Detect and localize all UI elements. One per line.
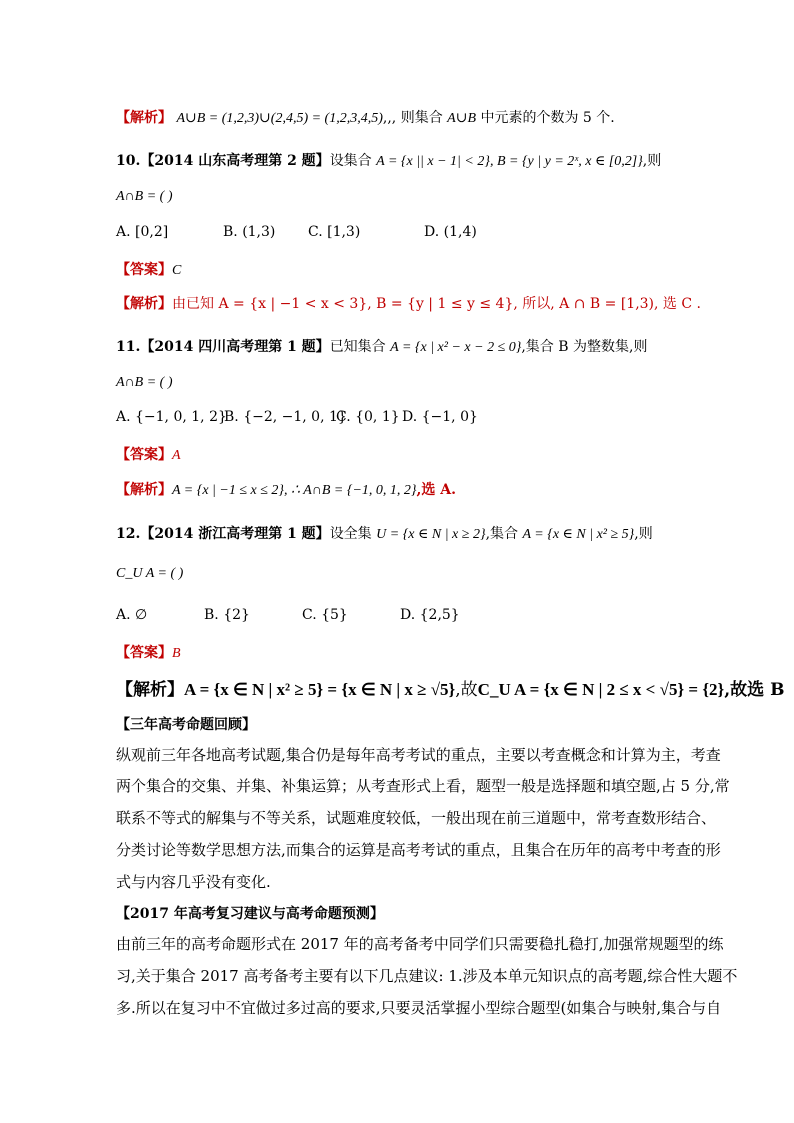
question-12	[116, 524, 653, 545]
analysis-text: 由已知 A = {x | −1 < x < 3}, B = {y | 1 ≤ y ≤ 4}, 所以, A ∩ B = [1,3), 选 C .	[172, 296, 701, 312]
paragraph-line: 纵观前三年各地高考试题,集合仍是每年高考考试的重点，主要以考查概念和计算为主，考查	[116, 746, 721, 764]
analysis-tag: 【解析】	[116, 296, 172, 312]
math: A = {x | x² − x − 2 ≤ 0}	[390, 340, 522, 355]
answer-analysis-prev	[116, 108, 615, 129]
text: ,故	[455, 680, 478, 700]
question-source: 【2014 四川高考理第 1 题】	[140, 339, 330, 355]
option-d: D. {−1, 0}	[402, 409, 478, 425]
analysis-math: C_U A = {x ∈ N | 2 ≤ x < √5} = {2}	[477, 680, 725, 699]
question-11	[116, 337, 647, 358]
answer-tag: 【答案】	[116, 645, 172, 661]
option-a: A. {−1, 0, 1, 2}	[116, 409, 227, 425]
option-b: B. {2}	[204, 607, 250, 623]
question-10-analysis	[116, 294, 701, 314]
math: A = {x ∈ N | x² ≥ 5}	[522, 527, 635, 542]
question-11-options	[116, 407, 478, 427]
paragraph-line: 式与内容几乎没有变化.	[116, 873, 271, 891]
commas: ,,,	[382, 110, 401, 126]
paragraph-line: 联系不等式的解集与不等关系，试题难度较低，一般出现在前三道题中，常考查数形结合、	[116, 809, 717, 827]
paragraph-line: 多.所以在复习中不宜做过多过高的要求,只要灵活掌握小型综合题型(如集合与映射,集合与自	[116, 999, 722, 1017]
answer-value: B	[172, 646, 181, 661]
question-11-blank: A∩B = ( )	[116, 375, 173, 390]
section-title-prediction: 【2017 年高考复习建议与高考命题预测】	[116, 906, 384, 922]
answer-tag: 【答案】	[116, 262, 172, 278]
math: A = {x || x − 1| < 2}, B = {y | y = 2ˣ, x ∈ [0,2]}	[376, 154, 643, 169]
paragraph-line: 分类讨论等数学思想方法,而集合的运算是高考考试的重点，且集合在历年的高考中考查的形	[116, 841, 721, 859]
analysis-text: A = {x | −1 ≤ x ≤ 2}, ∴ A∩B = {−1, 0, 1, 2}	[172, 483, 417, 498]
text: ,集合	[485, 526, 523, 542]
paragraph-line: 习,关于集合 2017 高考备考主要有以下几点建议: 1.涉及本单元知识点的高考题,综合性大题不	[116, 967, 738, 985]
question-11-analysis	[116, 480, 456, 501]
question-source: 【2014 浙江高考理第 1 题】	[140, 526, 330, 542]
option-b: B. (1,3)	[223, 224, 276, 240]
option-b: B. {−2, −1, 0, 1}	[224, 409, 347, 425]
analysis-choice: ,选 A.	[416, 482, 456, 498]
question-10-answer	[116, 260, 181, 281]
question-number: 12.	[116, 526, 141, 542]
analysis-tag: 【解析】	[116, 110, 172, 126]
analysis-choice: ,故选 B	[724, 680, 785, 700]
paragraph-line: 由前三年的高考命题形式在 2017 年的高考备考中同学们只需要稳扎稳打,加强常规题型的练	[116, 935, 724, 953]
question-11-answer	[116, 445, 181, 466]
option-c: C. {5}	[302, 607, 348, 623]
option-a: A. ∅	[116, 607, 148, 623]
option-d: D. (1,4)	[424, 224, 477, 240]
text: 则集合	[400, 110, 448, 126]
option-a: A. [0,2]	[116, 224, 169, 240]
question-number: 10.	[116, 153, 141, 169]
text: 中元素的个数为 5 个.	[476, 110, 615, 126]
math: U = {x ∈ N | x ≥ 2}	[376, 527, 486, 542]
math: A∪B	[447, 111, 476, 126]
question-10	[116, 151, 661, 172]
math-union: A∪B = (1,2,3)∪(2,4,5) = (1,2,3,4,5)	[176, 111, 383, 126]
question-12-blank: C_U A = ( )	[116, 566, 184, 581]
question-12-options	[116, 605, 460, 625]
text: ,则	[634, 526, 653, 542]
question-stem: 设集合	[329, 153, 377, 169]
question-stem: 已知集合	[329, 339, 391, 355]
answer-value: C	[172, 263, 182, 278]
text: ,集合 B 为整数集,则	[521, 339, 648, 355]
paragraph-line: 两个集合的交集、并集、补集运算；从考查形式上看，题型一般是选择题和填空题,占 5 分,常	[116, 777, 730, 795]
option-c: C. [1,3)	[308, 224, 361, 240]
answer-value: A	[172, 448, 181, 463]
question-number: 11.	[116, 339, 141, 355]
option-d: D. {2,5}	[400, 607, 460, 623]
text: ,则	[642, 153, 662, 169]
question-stem: 设全集	[329, 526, 377, 542]
answer-tag: 【答案】	[116, 447, 172, 463]
analysis-tag: 【解析】	[116, 482, 172, 498]
question-10-blank: A∩B = ( )	[116, 189, 173, 204]
analysis-math: A = {x ∈ N | x² ≥ 5} = {x ∈ N | x ≥ √5}	[184, 680, 456, 699]
section-title-review: 【三年高考命题回顾】	[116, 717, 256, 733]
question-12-analysis	[116, 679, 784, 701]
question-source: 【2014 山东高考理第 2 题】	[140, 153, 330, 169]
option-c: C. {0, 1}	[336, 409, 400, 425]
question-12-answer	[116, 643, 181, 664]
analysis-tag: 【解析】	[116, 680, 184, 700]
question-10-options	[116, 222, 477, 242]
